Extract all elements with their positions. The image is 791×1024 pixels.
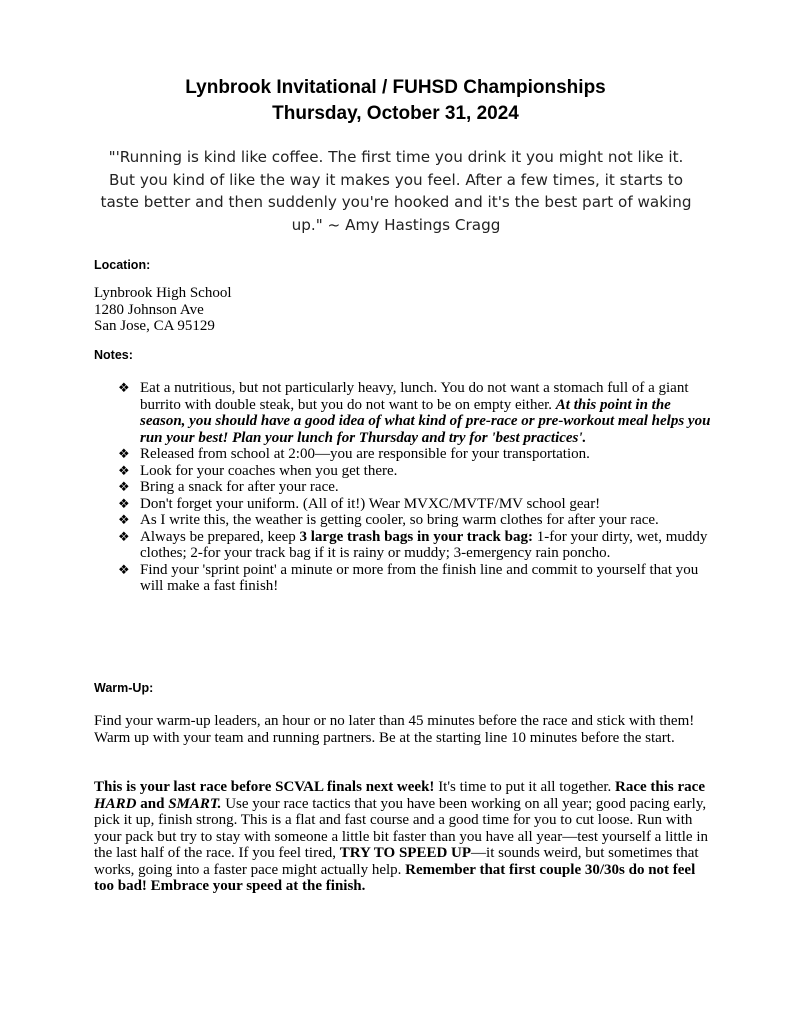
list-item — [118, 512, 718, 529]
body-text: Use your race tactics that you have been working on all year; good pacing early, pick it up, finish strong. This is a flat and fast course and a good time for you to cut loose. Run with your pack but try to stay with someone a little bit faster than you have all year—test yourself a little in the last half of the race. If you feel tired, — [94, 795, 709, 861]
diamond-bullet-icon: ❖ — [118, 463, 130, 479]
emphasis-text: SMART. — [168, 795, 222, 812]
motivational-quote: "'Running is kind like coffee. The first time you drink it you might not like it. But you kind of like the way it makes you feel. After a few times, it starts to taste better and then suddenly you're hooked and it's the best part of waking up." ~ Amy Hastings Cragg — [100, 148, 692, 234]
list-item — [118, 479, 718, 496]
diamond-bullet-icon: ❖ — [118, 496, 130, 512]
diamond-bullet-icon: ❖ — [118, 529, 130, 545]
note-text: Always be prepared, keep — [140, 528, 300, 545]
body-text: It's time to put it all together. — [434, 779, 616, 795]
warmup-paragraph: Find your warm-up leaders, an hour or no later than 45 minutes before the race and stick with them! Warm up with your team and running partners. Be at the starting line 10 minutes before the start. — [94, 713, 695, 746]
address-line-street: 1280 Johnson Ave — [94, 301, 204, 318]
list-item — [118, 446, 718, 463]
note-text: Don't forget your uniform. (All of it!) Wear MVXC/MVTF/MV school gear! — [140, 495, 601, 512]
notes-heading: Notes: — [94, 348, 133, 362]
emphasis-text: and — [136, 795, 169, 812]
location-address — [94, 285, 232, 335]
emphasis-text: HARD — [94, 795, 137, 812]
address-line-school: Lynbrook High School — [94, 285, 232, 301]
emphasis-text: Remember that first couple 30/30s do not feel too bad! Embrace your speed at the finish. — [94, 861, 696, 894]
event-date: Thursday, October 31, 2024 — [272, 103, 519, 124]
list-item — [118, 463, 718, 480]
note-emphasis: 3 large trash bags in your track bag: — [299, 528, 533, 545]
note-text: Bring a snack for after your race. — [140, 479, 339, 495]
diamond-bullet-icon: ❖ — [118, 447, 130, 462]
list-item — [118, 529, 718, 562]
list-item — [118, 380, 718, 446]
emphasis-text: Race this race — [615, 779, 705, 795]
note-text: Eat a nutritious, but not particularly heavy, lunch. You do not want a stomach full of a giant burrito with double steak, but you do not want to be on empty either. — [140, 380, 689, 413]
location-heading: Location: — [94, 258, 151, 272]
diamond-bullet-icon: ❖ — [118, 513, 130, 528]
note-text: As I write this, the weather is getting cooler, so bring warm clothes for after your race. — [140, 512, 659, 528]
document-title: Lynbrook Invitational / FUHSD Championships — [185, 77, 606, 98]
note-text: Released from school at 2:00—you are responsible for your transportation. — [140, 446, 590, 462]
address-line-city: San Jose, CA 95129 — [94, 318, 215, 334]
diamond-bullet-icon: ❖ — [118, 562, 130, 578]
note-text: Find your 'sprint point' a minute or more from the finish line and commit to yourself that you will make a fast finish! — [140, 561, 699, 594]
note-emphasis: At this point in the season, you should have a good idea of what kind of pre-race or pre-workout meal helps you run your best! Plan your lunch for Thursday and try for 'best practices'. — [140, 396, 711, 446]
emphasis-text: TRY TO SPEED UP — [339, 845, 472, 861]
emphasis-text: This is your last race before SCVAL finals next week! — [94, 779, 435, 795]
notes-list — [118, 380, 718, 595]
race-strategy-paragraph — [94, 779, 714, 895]
list-item — [118, 496, 718, 513]
warmup-heading: Warm-Up: — [94, 681, 154, 695]
note-text: Look for your coaches when you get there. — [140, 462, 398, 479]
diamond-bullet-icon: ❖ — [118, 480, 130, 495]
body-text: —it sounds weird, but sometimes that works, going into a faster pace might actually help. — [94, 845, 699, 878]
note-text: 1-for your dirty, wet, muddy clothes; 2-for your track bag if it is rainy or muddy; 3-emergency rain poncho. — [140, 528, 708, 561]
diamond-bullet-icon: ❖ — [118, 381, 130, 396]
list-item — [118, 562, 718, 595]
